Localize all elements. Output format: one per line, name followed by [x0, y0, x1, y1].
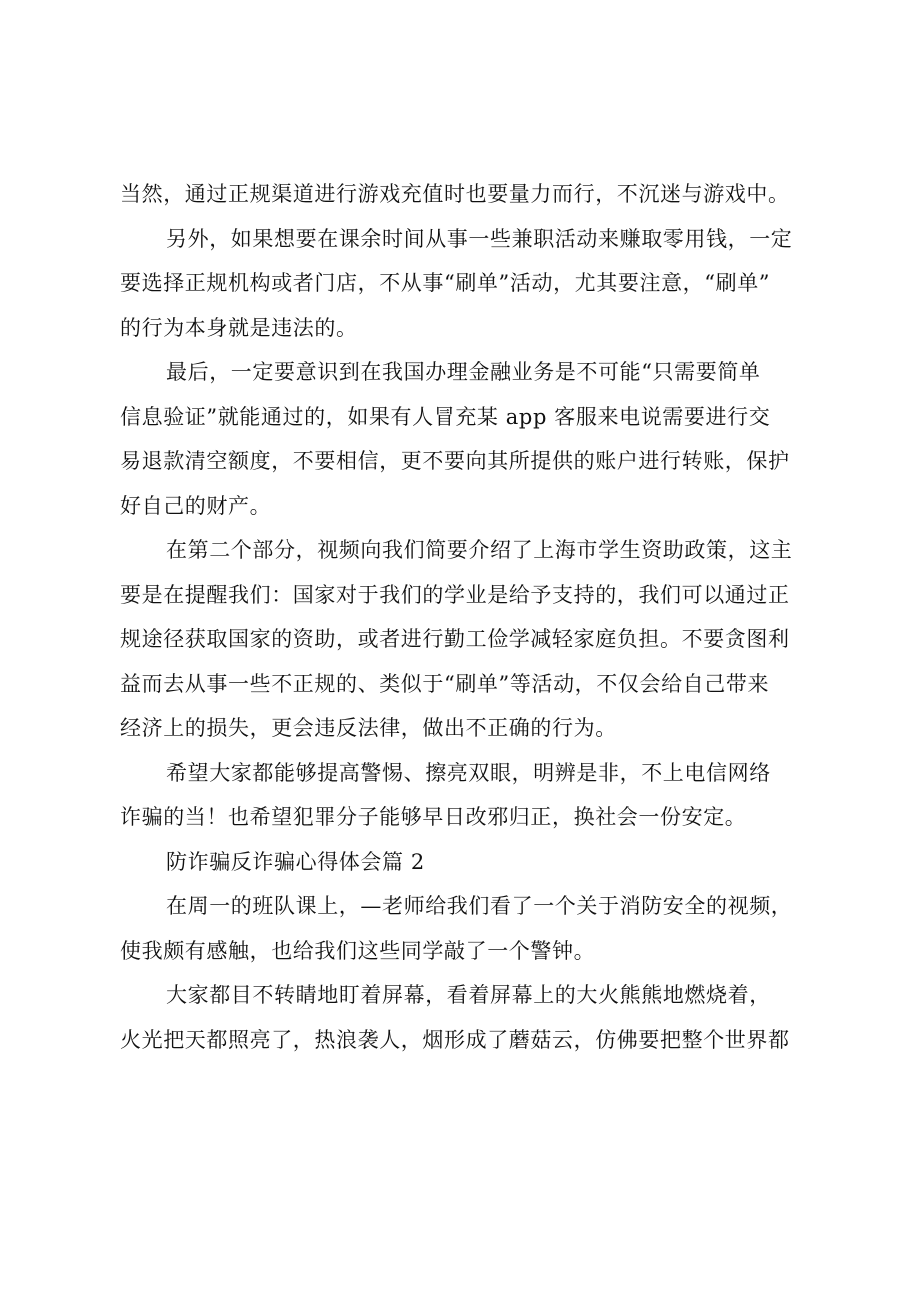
- paragraph-hope: [120, 751, 840, 840]
- text-line: 最后，一定要意识到在我国办理金融业务是不可能“只需要简单: [166, 360, 761, 384]
- text-line: 希望大家都能够提高警惕、擦亮双眼，明辨是非，不上电信网络: [166, 760, 771, 785]
- text-line: 大家都目不转睛地盯着屏幕，看着屏幕上的大火熊熊地燃烧着，: [166, 983, 771, 1007]
- paragraph-finance: [120, 350, 840, 528]
- paragraph-fire: [120, 973, 840, 1062]
- paragraph-policy: [120, 528, 840, 751]
- section-heading-text: 防诈骗反诈骗心得体会篇 2: [166, 849, 425, 874]
- document-body: [120, 172, 840, 1062]
- text-line: 在第二个部分，视频向我们简要介绍了上海市学生资助政策，这主: [166, 538, 793, 562]
- text-line: 易退款清空额度，不要相信，更不要向其所提供的账户进行转账，保护: [120, 449, 790, 473]
- text-line: 益而去从事一些不正规的、类似于“刷单”等活动，不仅会给自己带来: [120, 671, 770, 696]
- text-line: 在周一的班队课上，—老师给我们看了一个关于消防安全的视频，: [166, 894, 793, 918]
- section-heading: [120, 840, 840, 885]
- text-line: 好自己的财产。: [120, 493, 272, 518]
- paragraph-part-time: [120, 217, 840, 351]
- text-line: 经济上的损失，更会违反法律，做出不正确的行为。: [120, 716, 617, 740]
- text-line: 诈骗的当！也希望犯罪分子能够早日改邪归正，换社会一份安定。: [120, 805, 747, 829]
- text-line: 另外，如果想要在课余时间从事一些兼职活动来赚取零用钱，一定: [166, 226, 793, 251]
- text-line: 信息验证”就能通过的，如果有人冒充某 app 客服来电说需要进行交: [120, 404, 771, 429]
- text-line: 规途径获取国家的资助，或者进行勤工俭学减轻家庭负担。不要贪图利: [120, 627, 790, 651]
- text-line: 火光把天都照亮了，热浪袭人，烟形成了蘑菇云，仿佛要把整个世界都: [120, 1027, 790, 1052]
- text-line: 要选择正规机构或者门店，不从事“刷单”活动，尤其要注意，“刷单”: [120, 271, 771, 295]
- text-line: 当然，通过正规渠道进行游戏充值时也要量力而行，不沉迷与游戏中。: [120, 182, 790, 206]
- text-line: 要是在提醒我们：国家对于我们的学业是给予支持的，我们可以通过正: [120, 582, 790, 607]
- text-line: 的行为本身就是违法的。: [120, 315, 358, 340]
- paragraph-closing-recharge: [120, 172, 840, 217]
- paragraph-class-meeting: [120, 884, 840, 973]
- text-line: 使我颇有感触，也给我们这些同学敲了一个警钟。: [120, 938, 596, 963]
